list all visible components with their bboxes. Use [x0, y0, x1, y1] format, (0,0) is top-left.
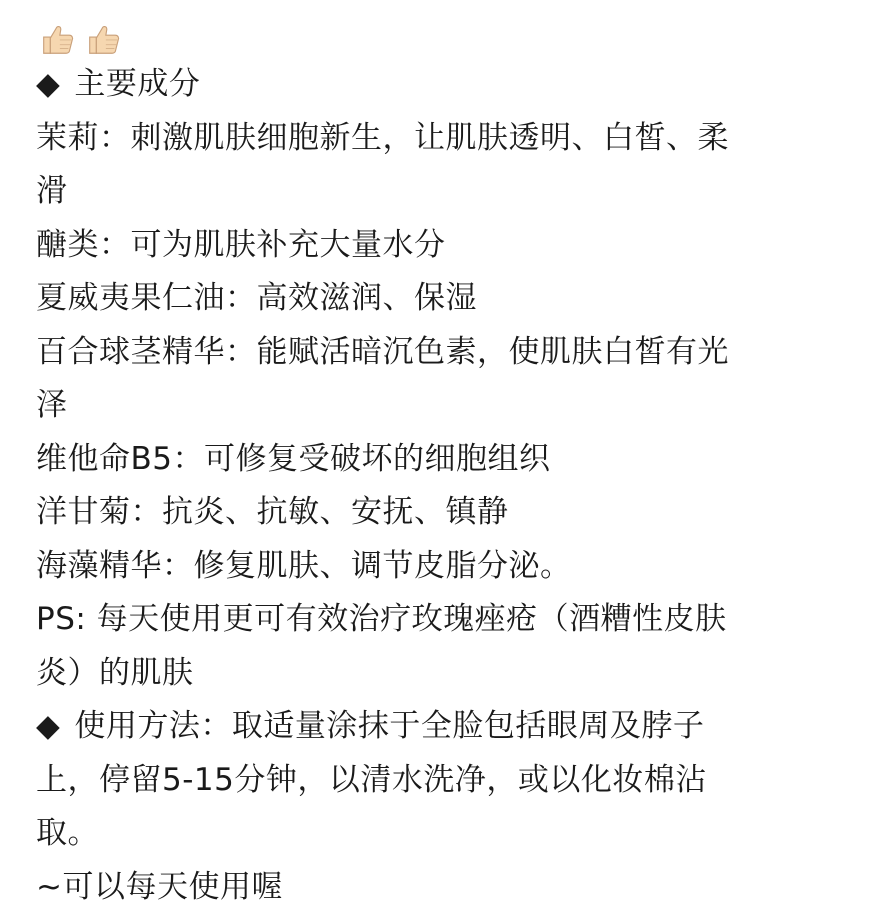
diamond-bullet-icon: ◆	[36, 58, 60, 112]
thumbs-up-icon	[38, 20, 76, 58]
thumbs-up-icon	[84, 20, 122, 58]
heading-text: 主要成分	[74, 66, 200, 102]
post-content	[36, 0, 856, 914]
text-line: 茉莉：刺激肌肤细胞新生，让肌肤透明、白皙、柔	[36, 112, 856, 166]
text-line: 取。	[36, 807, 856, 861]
text-line: 海藻精华：修复肌肤、调节皮脂分泌。	[36, 540, 856, 594]
text-line: 维他命B5：可修复受破坏的细胞组织	[36, 433, 856, 487]
text-line: 泽	[36, 379, 856, 433]
text-line: 上，停留5-15分钟，以清水洗净，或以化妆棉沾	[36, 754, 856, 808]
text-line: 醣类：可为肌肤补充大量水分	[36, 219, 856, 273]
text-line: 百合球茎精华：能赋活暗沉色素，使肌肤白皙有光	[36, 326, 856, 380]
section-heading-main	[36, 58, 856, 112]
text-line: PS: 每天使用更可有效治疗玫瑰痤疮（酒糟性皮肤	[36, 593, 856, 647]
text-line: 夏威夷果仁油：高效滋润、保湿	[36, 272, 856, 326]
text-line: 洋甘菊：抗炎、抗敏、安抚、镇静	[36, 486, 856, 540]
text-line: 炎）的肌肤	[36, 647, 856, 701]
text-line: 滑	[36, 165, 856, 219]
emoji-row	[36, 0, 856, 58]
section-heading-usage	[36, 700, 856, 754]
usage-text: 使用方法：取适量涂抹于全脸包括眼周及脖子	[74, 708, 704, 744]
text-line: ~可以每天使用喔	[36, 861, 856, 914]
diamond-bullet-icon: ◆	[36, 700, 60, 754]
